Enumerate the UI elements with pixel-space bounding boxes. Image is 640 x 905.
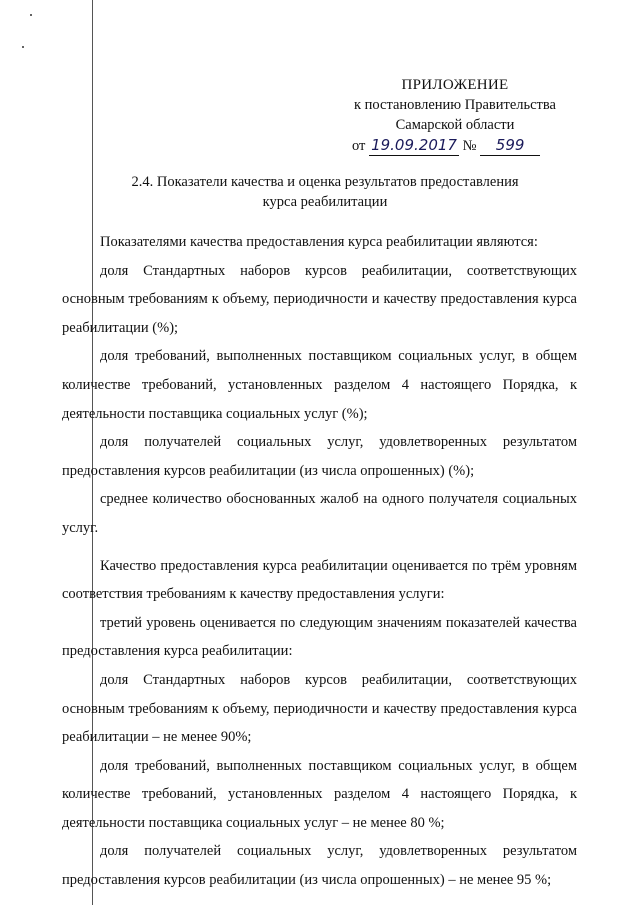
paragraph: Показателями качества предоставления курса реабилитации являются: <box>100 234 538 250</box>
section-heading-line-2: курса реабилитации <box>262 194 388 210</box>
paragraph: третий уровень оценивается по следующим значениям показателей качества предоставления курса реабилитации: <box>62 614 577 660</box>
appendix-line-2: Самарской области <box>395 117 515 133</box>
paragraph: среднее количество обоснованных жалоб на одного получателя социальных услуг. <box>62 491 577 536</box>
scan-speck <box>22 46 24 48</box>
section-heading <box>90 172 560 212</box>
paragraph: доля Стандартных наборов курсов реабилитации, соответствующих основным требованиям к объему, периодичности и качеству предоставления курса реабилитации (%); <box>62 262 577 336</box>
order-reference <box>330 135 580 156</box>
scan-speck <box>30 14 32 16</box>
paragraph: доля Стандартных наборов курсов реабилитации, соответствующих основным требованиям к объему, периодичности и качеству предоставления курса реабилитации – не менее 90%; <box>62 671 577 746</box>
paragraph: доля получателей социальных услуг, удовлетворенных результатом предоставления курсов реабилитации (из числа опрошенных) (%); <box>62 434 577 479</box>
appendix-line-1: к постановлению Правительства <box>354 97 556 113</box>
paragraph: доля требований, выполненных поставщиком социальных услуг, в общем количестве требований, установленных разделом 4 настоящего Порядка, к деятельности поставщика социальных услуг (%); <box>62 348 577 422</box>
section-heading-line-1: 2.4. Показатели качества и оценка результатов предоставления <box>131 174 519 190</box>
handwritten-number: 599 <box>480 135 540 156</box>
paragraph: доля получателей социальных услуг, удовлетворенных результатом предоставления курсов реабилитации (из числа опрошенных) – не менее 95 %; <box>62 843 577 889</box>
paragraph: доля требований, выполненных поставщиком социальных услуг, в общем количестве требований, установленных разделом 4 настоящего Порядка, к деятельности поставщика социальных услуг – не менее 80 %; <box>62 757 577 831</box>
from-label: от <box>352 138 366 154</box>
appendix-title: ПРИЛОЖЕНИЕ <box>401 77 509 93</box>
number-label: № <box>462 138 477 154</box>
appendix-block <box>330 75 580 156</box>
paragraph: Качество предоставления курса реабилитации оценивается по трём уровням соответствия требованиям к качеству предоставления услуги: <box>62 557 577 603</box>
body-text <box>62 228 577 895</box>
handwritten-date: 19.09.2017 <box>369 135 459 156</box>
